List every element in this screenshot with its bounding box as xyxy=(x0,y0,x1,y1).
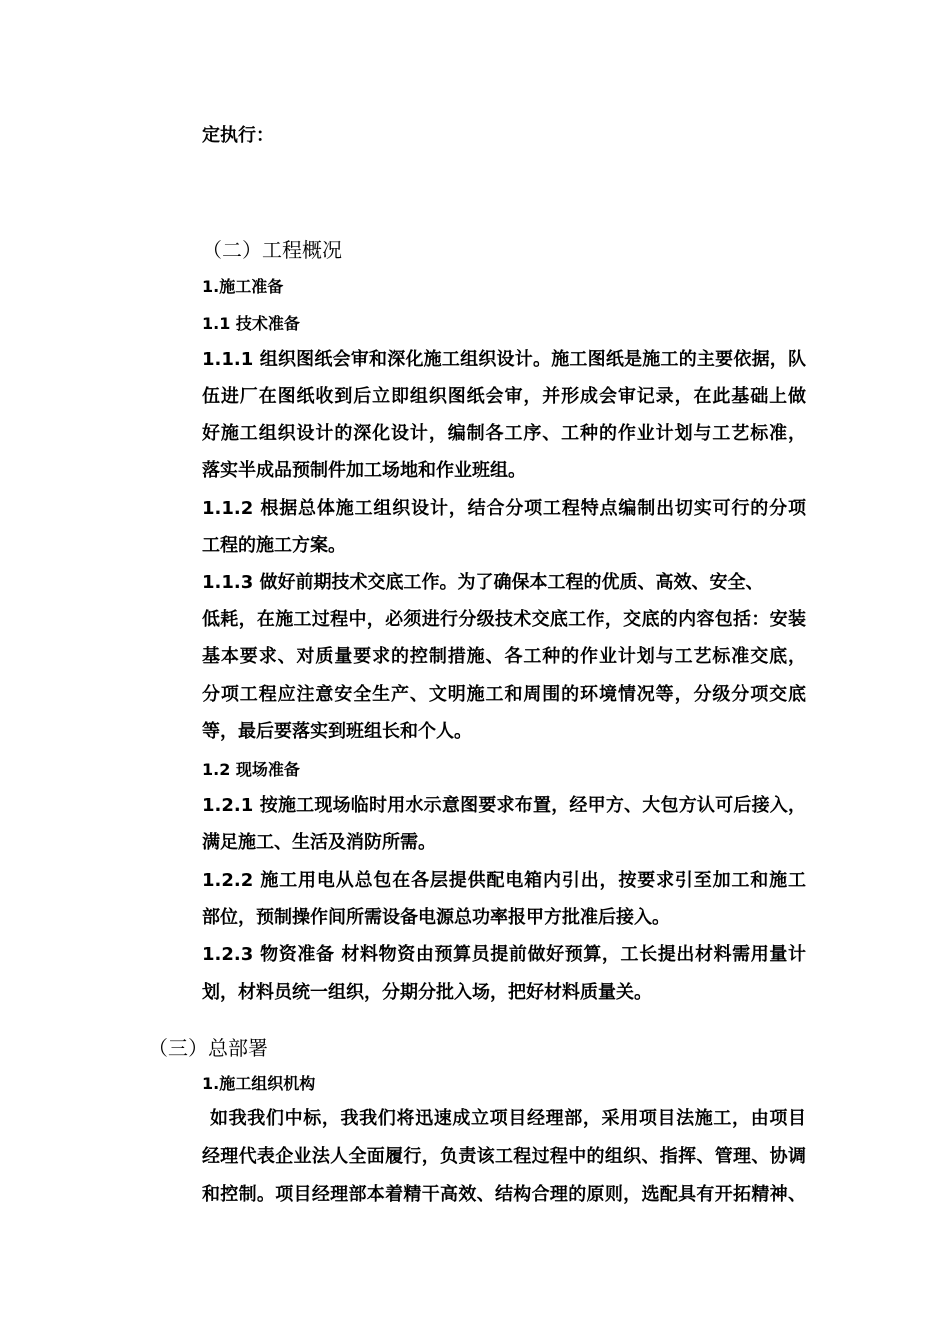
subheading-construction-preparation: 1.施工准备 xyxy=(202,277,284,296)
paragraph-line: 1.1.3 做好前期技术交底工作。为了确保本工程的优质、高效、安全、 xyxy=(202,572,764,593)
paragraph-line: 伍进厂在图纸收到后立即组织图纸会审，并形成会审记录，在此基础上做 xyxy=(202,386,806,407)
paragraph-line: 低耗，在施工过程中，必须进行分级技术交底工作，交底的内容包括：安装 xyxy=(202,609,806,630)
paragraph-line: 1.2.2 施工用电从总包在各层提供配电箱内引出，按要求引至加工和施工 xyxy=(202,870,806,891)
paragraph-line: 经理代表企业法人全面履行，负责该工程过程中的组织、指挥、管理、协调 xyxy=(202,1146,806,1167)
paragraph-line: 落实半成品预制件加工场地和作业班组。 xyxy=(202,460,526,481)
paragraph-line: 和控制。项目经理部本着精干高效、结构合理的原则，选配具有开拓精神、 xyxy=(202,1184,806,1205)
section-heading-overview: （二）工程概况 xyxy=(202,238,342,262)
paragraph-line: 1.2.3 物资准备 材料物资由预算员提前做好预算，工长提出材料需用量计 xyxy=(202,944,806,965)
paragraph-line: 划，材料员统一组织，分期分批入场，把好材料质量关。 xyxy=(202,982,652,1003)
continuation-text: 定执行： xyxy=(202,125,274,146)
paragraph-line: 工程的施工方案。 xyxy=(202,535,346,556)
subheading-construction-organization: 1.施工组织机构 xyxy=(202,1074,316,1093)
paragraph-line: 1.1.2 根据总体施工组织设计，结合分项工程特点编制出切实可行的分项 xyxy=(202,498,806,519)
paragraph-line: 满足施工、生活及消防所需。 xyxy=(202,832,436,853)
subheading-technical-preparation: 1.1 技术准备 xyxy=(202,314,300,333)
paragraph-line: 分项工程应注意安全生产、文明施工和周围的环境情况等，分级分项交底 xyxy=(202,684,806,705)
paragraph-line: 部位，预制操作间所需设备电源总功率报甲方批准后接入。 xyxy=(202,907,670,928)
paragraph-line: 好施工组织设计的深化设计，编制各工序、工种的作业计划与工艺标准， xyxy=(202,423,806,444)
paragraph-line: 1.1.1 组织图纸会审和深化施工组织设计。施工图纸是施工的主要依据，队 xyxy=(202,349,806,370)
subheading-site-preparation: 1.2 现场准备 xyxy=(202,760,300,779)
section-heading-general-deployment: （三）总部署 xyxy=(148,1036,268,1060)
paragraph-line: 1.2.1 按施工现场临时用水示意图要求布置，经甲方、大包方认可后接入， xyxy=(202,795,806,816)
paragraph-line: 如我我们中标，我我们将迅速成立项目经理部，采用项目法施工，由项目 xyxy=(210,1108,806,1129)
paragraph-line: 等，最后要落实到班组长和个人。 xyxy=(202,721,472,742)
paragraph-line: 基本要求、对质量要求的控制措施、各工种的作业计划与工艺标准交底， xyxy=(202,646,806,667)
